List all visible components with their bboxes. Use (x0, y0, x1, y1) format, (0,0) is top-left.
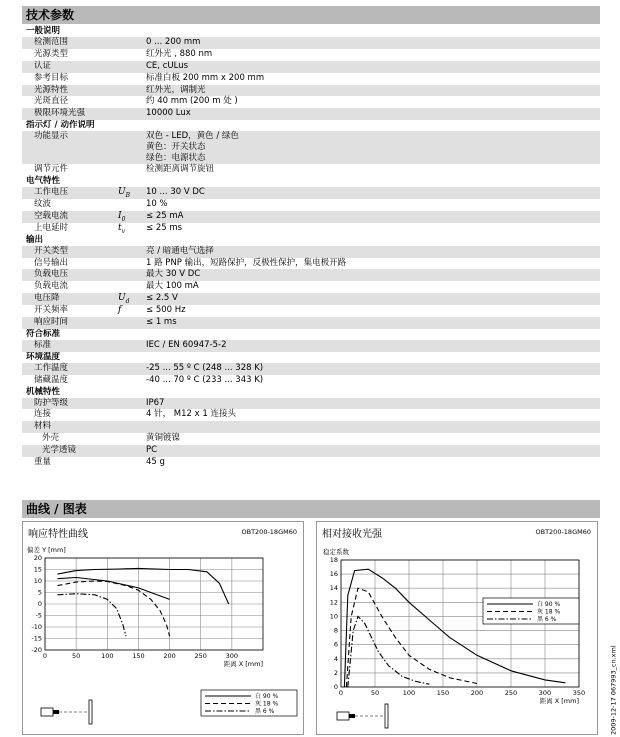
spec-row (22, 398, 600, 410)
spec-row (22, 269, 600, 281)
spec-row (22, 340, 600, 352)
spec-label: 开关频率 (34, 305, 69, 316)
section-header-curves: 曲线 / 图表 (22, 500, 600, 518)
x-tick-label: 50 (72, 652, 81, 660)
y-tick-label: 14 (329, 584, 338, 593)
y-tick-label: 5 (37, 588, 42, 597)
spec-label: 负载电压 (34, 269, 69, 280)
legend-label: 灰 18 % (537, 608, 561, 616)
spec-section-title: 指示灯 / 动作说明 (22, 120, 600, 131)
spec-value: PC (146, 445, 158, 456)
spec-value: 1 路 PNP 输出，短路保护，反极性保护，集电极开路 (146, 257, 347, 268)
spec-row (22, 363, 600, 375)
spec-label: 重量 (34, 457, 52, 468)
y-tick-label: 2 (333, 668, 338, 677)
spec-label: 光斑直径 (34, 96, 69, 107)
spec-section-title: 一般说明 (22, 26, 600, 37)
y-tick-label: 20 (33, 554, 42, 562)
spec-label: 空载电流 (34, 210, 69, 221)
sensor-icon (41, 708, 53, 716)
legend-label: 黑 6 % (537, 616, 557, 623)
spec-symbol: $U_B$ (118, 187, 131, 199)
spec-value: ≤ 2.5 V (146, 293, 178, 304)
sensor-lens-icon (53, 710, 59, 714)
y-tick-label: -10 (31, 623, 42, 631)
spec-section-title: 环境温度 (22, 352, 600, 363)
spec-label: 检测范围 (34, 37, 69, 47)
spec-label: 连接 (34, 409, 52, 420)
spec-value: ≤ 500 Hz (146, 305, 186, 316)
y-tick-label: -5 (35, 611, 42, 620)
target-icon (385, 704, 388, 728)
spec-row (22, 409, 600, 421)
spec-label: 工作电压 (34, 187, 69, 198)
sensor-icon (337, 712, 349, 720)
spec-value: 10 ... 30 V DC (146, 187, 205, 198)
spec-row (22, 108, 600, 120)
spec-row (22, 211, 600, 223)
spec-row (22, 258, 600, 270)
section-header-tech: 技术参数 (22, 6, 600, 24)
x-tick-label: 100 (101, 652, 114, 660)
spec-row (22, 223, 600, 235)
spec-value: 黄色：开关状态 (146, 142, 206, 153)
legend-label: 白 90 % (537, 601, 561, 608)
spec-label: 信号输出 (34, 257, 69, 268)
spec-row (22, 445, 600, 457)
spec-label: 材料 (34, 421, 52, 432)
x-axis-label: 距离 X [mm] (223, 660, 263, 668)
spec-label: 光源特性 (34, 84, 69, 95)
spec-row (22, 281, 600, 293)
spec-value: 双色 - LED，黄色 / 绿色 (146, 131, 239, 142)
spec-row (22, 85, 600, 97)
spec-label: 开关类型 (34, 245, 69, 256)
y-tick-label: 6 (333, 640, 338, 649)
x-axis-label: 距离 X [mm] (539, 697, 579, 705)
spec-row (22, 421, 600, 433)
legend-label: 灰 18 % (255, 700, 279, 708)
y-tick-label: -15 (31, 634, 42, 643)
x-tick-label: 100 (402, 689, 416, 697)
spec-value: 最大 30 V DC (146, 269, 201, 280)
spec-value: 亮 / 暗通电气选择 (146, 245, 214, 256)
spec-value: 红外光，调制光 (146, 84, 206, 95)
x-tick-label: 150 (436, 689, 450, 697)
series-line (58, 594, 127, 637)
spec-value: -40 ... 70 º C (233 ... 343 K) (146, 374, 264, 385)
spec-symbol: $t_v$ (118, 222, 126, 235)
x-tick-label: 0 (42, 652, 48, 660)
y-tick-label: 4 (333, 654, 338, 663)
spec-label: 防护等级 (34, 397, 69, 408)
spec-label: 储藏温度 (34, 374, 69, 385)
legend-label: 黑 6 % (255, 708, 275, 715)
spec-row (22, 199, 600, 211)
y-tick-label: 8 (333, 626, 338, 635)
spec-value: IP67 (146, 397, 165, 408)
chart-code: OBT200-18GM60 (241, 528, 297, 536)
spec-label: 电压降 (34, 293, 60, 304)
y-tick-label: 15 (33, 565, 42, 574)
x-tick-label: 150 (132, 652, 145, 660)
x-tick-label: 0 (338, 689, 344, 697)
spec-label: 上电延时 (34, 222, 69, 233)
series-line (58, 581, 170, 636)
spec-value: ≤ 25 mA (146, 210, 184, 221)
y-tick-label: 10 (33, 577, 42, 585)
chart-code: OBT200-18GM60 (535, 528, 591, 536)
y-axis-label: 偏差 Y [mm] (27, 546, 66, 554)
y-tick-label: 10 (329, 612, 338, 621)
spec-section-title: 符合标准 (22, 329, 600, 340)
spec-symbol: $I_0$ (118, 210, 126, 223)
sensor-lens-icon (349, 714, 355, 718)
spec-row (22, 317, 600, 329)
spec-label: 参考目标 (34, 72, 69, 83)
spec-value: ≤ 1 ms (146, 317, 177, 328)
x-tick-label: 300 (225, 652, 239, 660)
spec-row (22, 375, 600, 387)
series-line (344, 569, 565, 687)
x-tick-label: 250 (194, 652, 207, 660)
spec-value: 10 % (146, 199, 168, 210)
spec-value: ≤ 25 ms (146, 222, 183, 233)
spec-value: 黄铜镀镍 (146, 433, 181, 444)
relative-intensity-chart (317, 522, 599, 736)
spec-value: 绿色：电源状态 (146, 153, 206, 164)
spec-row (22, 433, 600, 445)
y-tick-label: 18 (329, 556, 338, 564)
legend-label: 白 90 % (255, 693, 279, 700)
spec-value: 标准白板 200 mm x 200 mm (146, 72, 265, 83)
spec-row (22, 131, 600, 164)
spec-label: 工作温度 (34, 362, 69, 373)
spec-label: 极限环境光强 (34, 108, 86, 119)
spec-value: -25 ... 55 º C (248 ... 328 K) (146, 362, 264, 373)
y-tick-label: 0 (333, 683, 338, 691)
side-note: 2009-12-17 067993_cn.xml (610, 645, 618, 735)
spec-section-title: 机械特性 (22, 387, 600, 398)
spec-value: 检测距离调节旋钮 (146, 164, 215, 175)
spec-row (22, 187, 600, 199)
spec-row (22, 37, 600, 49)
spec-row (22, 61, 600, 73)
spec-value: 10000 Lux (146, 108, 191, 119)
spec-label: 光学透镜 (42, 445, 77, 456)
spec-label: 调节元件 (34, 164, 69, 175)
spec-row (22, 293, 600, 305)
spec-label: 负载电流 (34, 281, 69, 292)
spec-symbol: f (118, 305, 122, 316)
spec-row (22, 164, 600, 176)
x-tick-label: 50 (370, 689, 380, 697)
spec-value: CE, cULus (146, 60, 189, 71)
y-tick-label: 0 (37, 600, 42, 608)
spec-value: 4 针， M12 x 1 连接头 (146, 409, 237, 420)
y-axis-label: 稳定系数 (323, 548, 349, 556)
spec-label: 纹波 (34, 199, 52, 210)
spec-row (22, 96, 600, 108)
response-curve-chart (23, 522, 305, 736)
target-icon (89, 700, 92, 724)
x-tick-label: 350 (572, 689, 586, 697)
y-tick-label: 16 (329, 570, 338, 579)
spec-label: 响应时间 (34, 317, 69, 328)
spec-row (22, 246, 600, 258)
spec-value: 约 40 mm (200 m 处 ) (146, 96, 238, 107)
spec-label: 功能显示 (34, 131, 69, 142)
spec-section-title: 输出 (22, 235, 600, 246)
series-line (58, 568, 229, 604)
x-tick-label: 200 (163, 652, 176, 660)
spec-table (22, 26, 600, 469)
series-line (346, 588, 477, 687)
spec-value: IEC / EN 60947-5-2 (146, 339, 227, 350)
relative-intensity-panel (316, 521, 598, 735)
series-line (348, 616, 430, 687)
spec-label: 认证 (34, 60, 52, 71)
y-tick-label: 12 (329, 598, 338, 607)
spec-symbol: $U_d$ (118, 293, 130, 306)
x-tick-label: 300 (538, 689, 552, 697)
response-curve-panel (22, 521, 304, 735)
y-tick-label: -20 (31, 646, 42, 654)
spec-row (22, 73, 600, 85)
spec-row (22, 305, 600, 317)
spec-label: 标准 (34, 339, 52, 350)
spec-label: 外壳 (42, 433, 60, 444)
spec-section-title: 电气特性 (22, 176, 600, 187)
spec-value: 0 ... 200 mm (146, 37, 201, 47)
chart-title: 响应特性曲线 (28, 529, 88, 540)
spec-value: 45 g (146, 457, 165, 468)
x-tick-label: 200 (470, 689, 484, 697)
x-tick-label: 250 (504, 689, 518, 697)
spec-label: 光源类型 (34, 48, 69, 59)
spec-row (22, 49, 600, 61)
spec-value: 红外光 , 880 nm (146, 48, 213, 59)
chart-title: 相对接收光强 (322, 529, 382, 540)
spec-value: 最大 100 mA (146, 281, 199, 292)
spec-row (22, 457, 600, 469)
